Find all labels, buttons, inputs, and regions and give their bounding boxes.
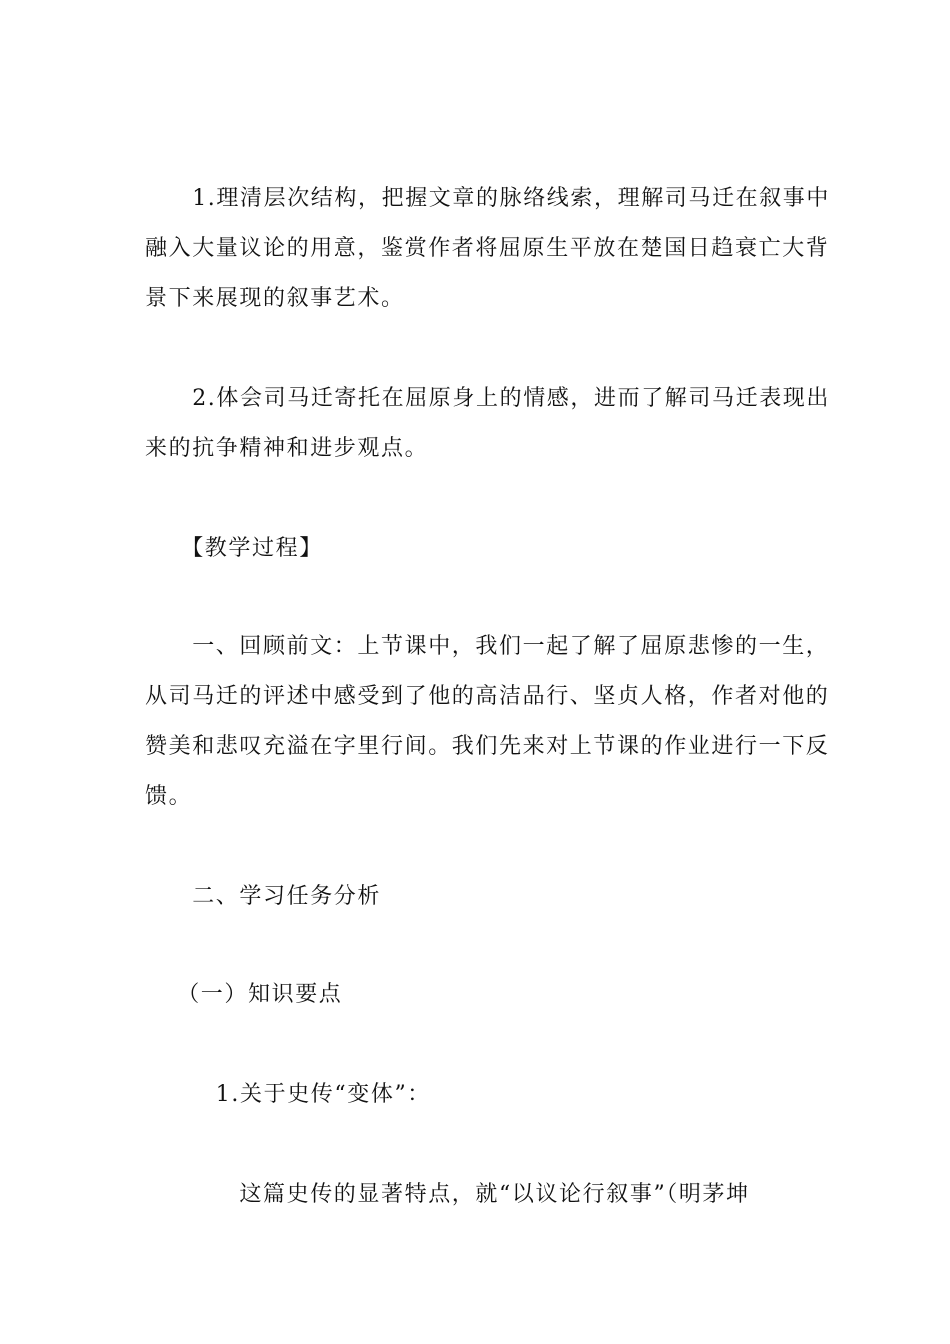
heading-text: （一）知识要点 [145,982,343,1007]
section-heading-teaching-process [145,524,805,574]
teaching-objective-1 [145,174,830,324]
paragraph-line: 一、回顾前文：上节课中，我们一起了解了屈原悲惨的一生， [145,634,830,659]
heading-text: 二、学习任务分析 [145,884,382,909]
body-paragraph [145,1170,805,1220]
paragraph-line: 2.体会司马迁寄托在屈原身上的情感，进而了解司马迁表现出 [145,386,830,411]
paragraph-line: 这篇史传的显著特点，就“以议论行叙事”（明茅坤 [145,1182,750,1207]
heading-text: 1.关于史传“变体”： [145,1082,431,1107]
knowledge-points-heading [145,970,805,1020]
paragraph-line: 来的抗争精神和进步观点。 [145,436,429,461]
paragraph-line: 景下来展现的叙事艺术。 [145,286,405,311]
paragraph-line: 赞美和悲叹充溢在字里行间。我们先来对上节课的作业进行一下反 [145,734,830,759]
item-1-heading [145,1070,805,1120]
teaching-objective-2 [145,374,830,474]
paragraph-line: 从司马迁的评述中感受到了他的高洁品行、坚贞人格，作者对他的 [145,684,830,709]
review-paragraph [145,622,830,822]
paragraph-line: 融入大量议论的用意，鉴赏作者将屈原生平放在楚国日趋衰亡大背 [145,236,830,261]
paragraph-line: 馈。 [145,784,193,809]
task-analysis-heading [145,872,805,922]
heading-text: 【教学过程】 [145,536,323,561]
paragraph-line: 1.理清层次结构，把握文章的脉络线索，理解司马迁在叙事中 [145,186,830,211]
